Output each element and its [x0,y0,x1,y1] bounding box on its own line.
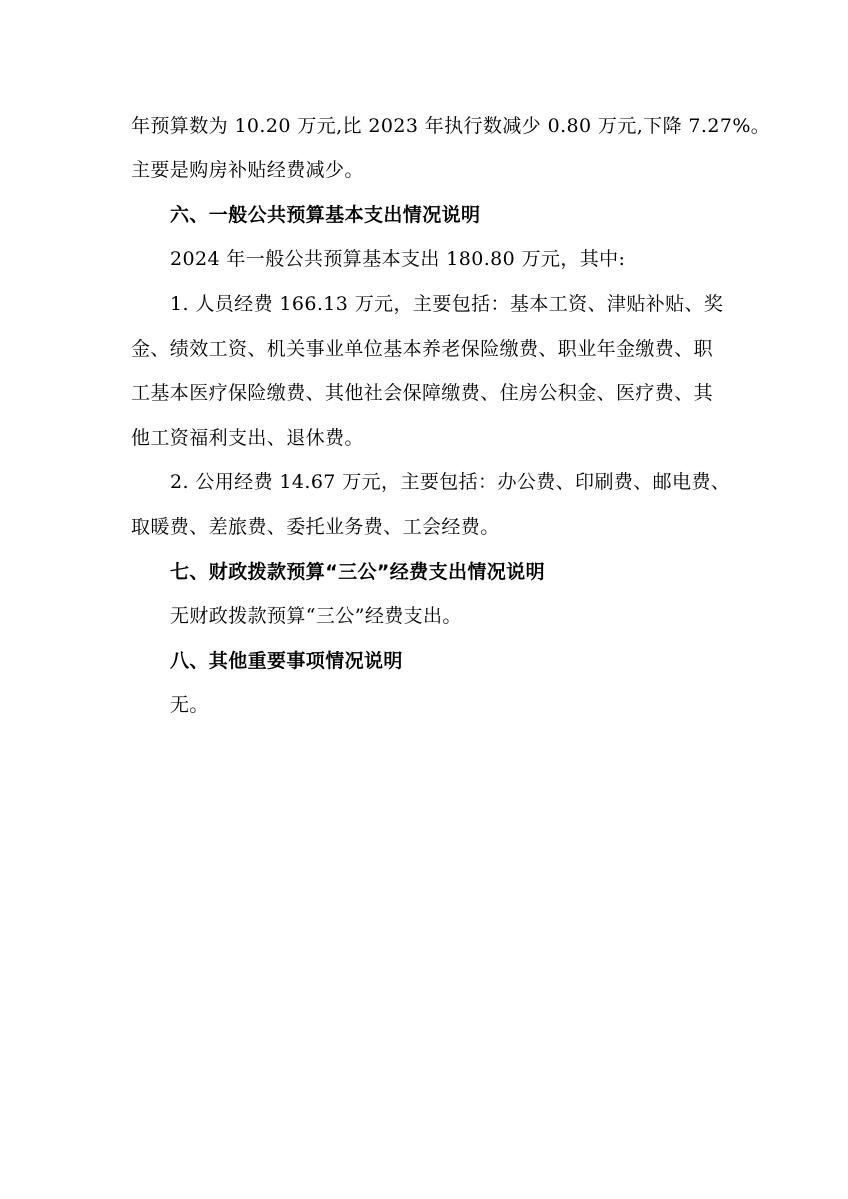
section-heading: 六、一般公共预算基本支出情况说明 [170,204,481,226]
section-heading: 七、财政拨款预算“三公”经费支出情况说明 [170,561,545,583]
list-item-line: 他工资福利支出、退休费。 [131,427,364,449]
section-heading: 八、其他重要事项情况说明 [170,650,403,672]
list-item-line: 金、绩效工资、机关事业单位基本养老保险缴费、职业年金缴费、职 [131,338,714,360]
paragraph-line: 年预算数为 10.20 万元,比 2023 年执行数减少 0.80 万元,下降 7.27%。 [131,115,771,137]
paragraph-line: 主要是购房补贴经费减少。 [131,159,364,181]
paragraph-line: 无。 [170,694,209,716]
list-item-line: 工基本医疗保险缴费、其他社会保障缴费、住房公积金、医疗费、其 [131,382,714,404]
list-item-line: 2. 公用经费 14.67 万元，主要包括：办公费、印刷费、邮电费、 [170,471,731,493]
list-item-line: 取暖费、差旅费、委托业务费、工会经费。 [131,516,500,538]
list-item-line: 1. 人员经费 166.13 万元，主要包括：基本工资、津贴补贴、奖 [170,293,724,315]
paragraph-line: 无财政拨款预算“三公”经费支出。 [170,605,462,627]
paragraph-line: 2024 年一般公共预算基本支出 180.80 万元，其中: [170,248,626,270]
